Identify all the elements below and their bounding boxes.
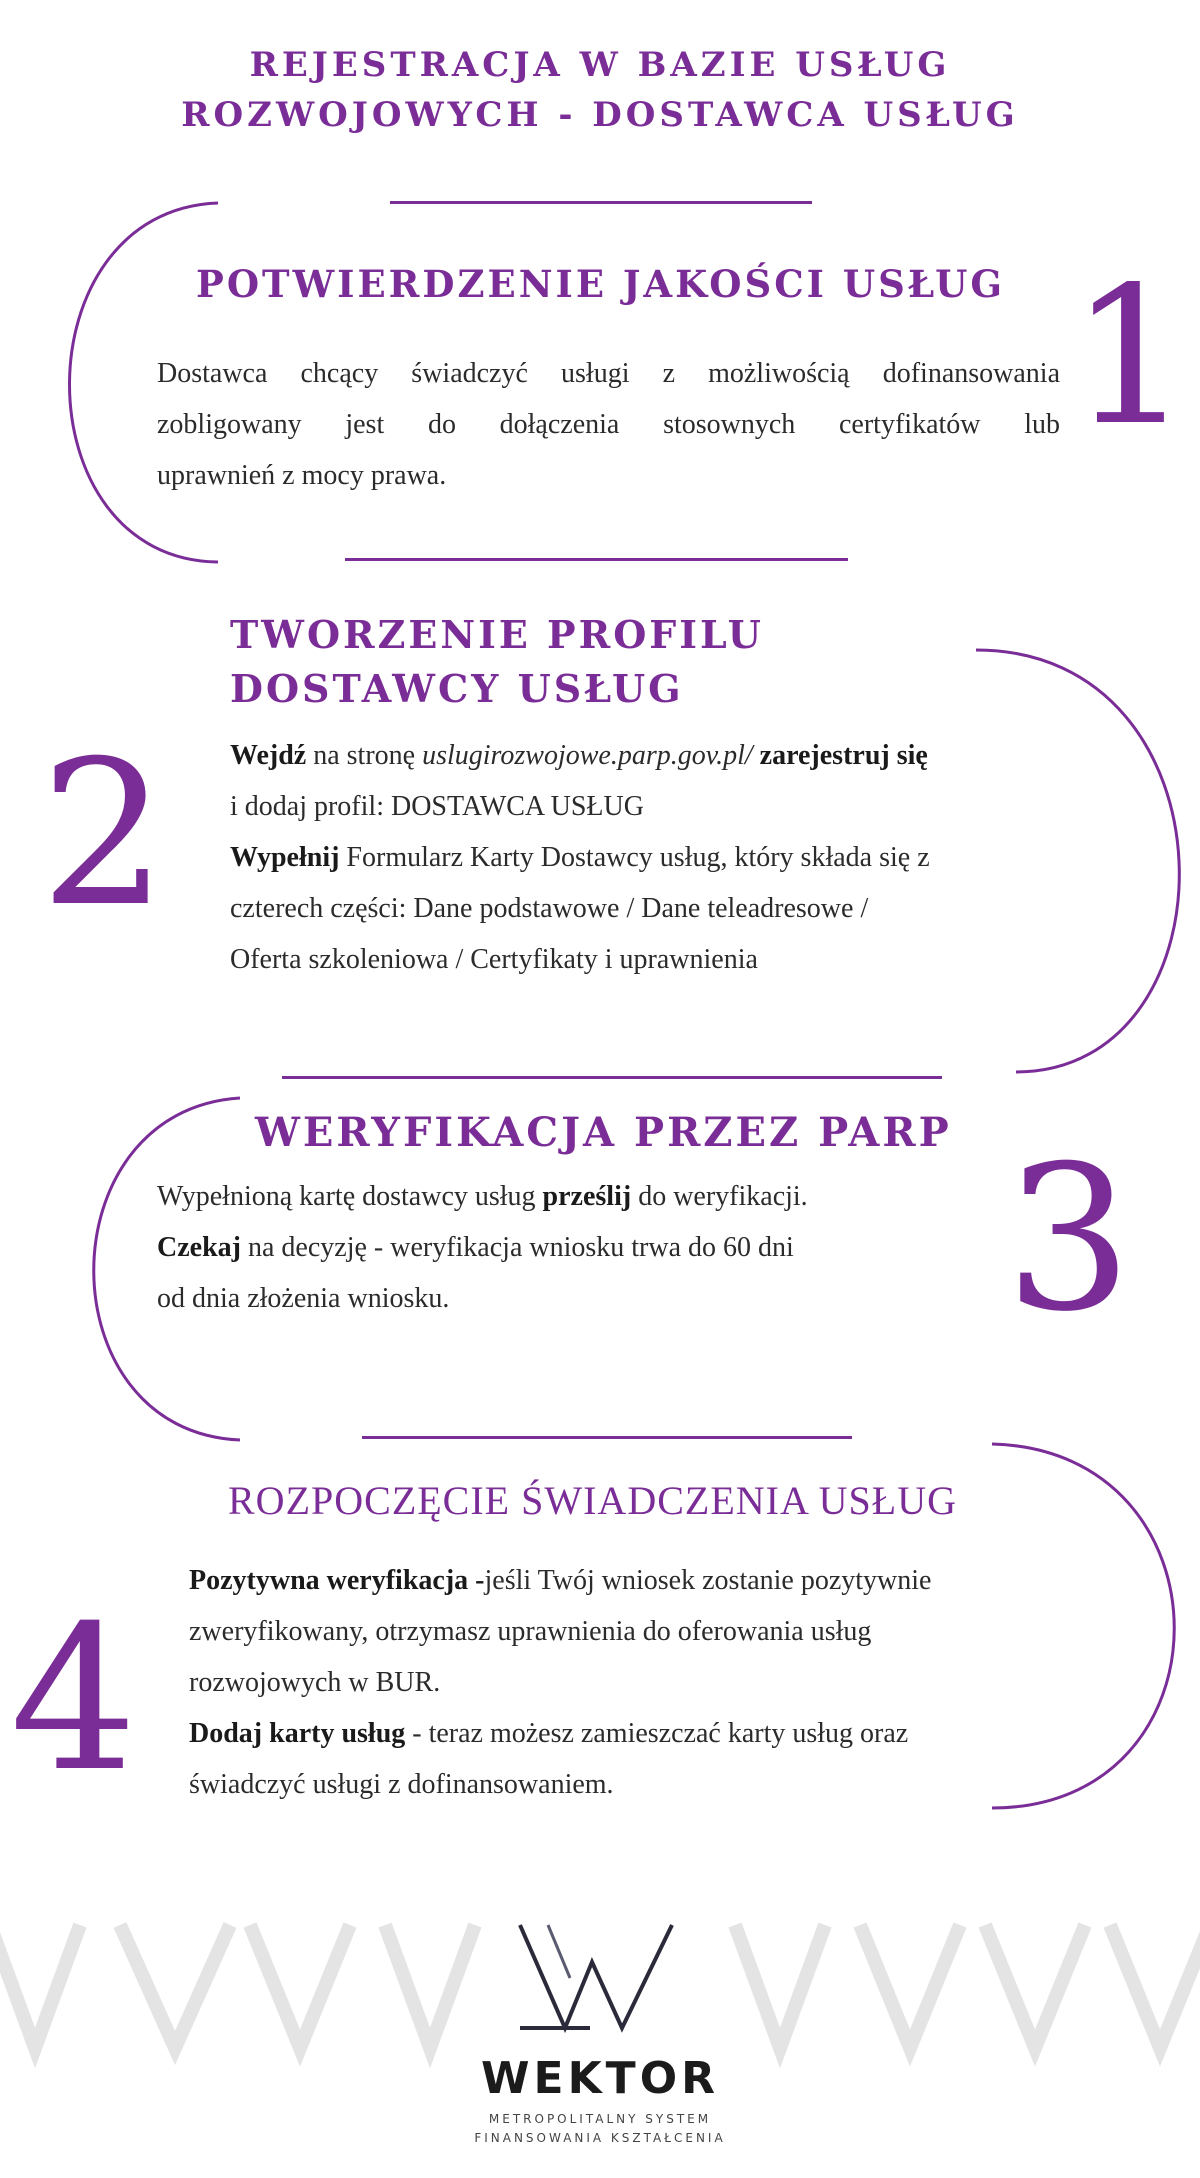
divider-rule — [282, 1076, 942, 1079]
step-1-body: Dostawca chcący świadczyć usługi z możliwością dofinansowania zobligowany jest do dołączenia stosownych certyfikatów lub uprawnień z mocy prawa. — [157, 358, 1060, 491]
divider-rule — [362, 1436, 852, 1439]
divider-rule — [390, 201, 812, 204]
title-line-2: ROZWOJOWYCH - DOSTAWCA USŁUG — [181, 95, 1019, 135]
step-1-number: 1 — [1070, 246, 1187, 467]
logo-subtitle-2: FINANSOWANIA KSZTAŁCENIA — [474, 2131, 726, 2145]
step-4-body: Pozytywna weryfikacja -jeśli Twój wniosek zostanie pozytywnie zweryfikowany, otrzymasz uprawnienia do oferowania usług rozwojowych w BUR. Dodaj karty usług - teraz możesz zamieszczać karty usług oraz świadczyć usługi z dofinansowaniem. — [189, 1565, 932, 1800]
page-title — [0, 40, 1200, 140]
step-4-heading: ROZPOCZĘCIE ŚWIADCZENIA USŁUG — [228, 1478, 957, 1523]
logo-subtitle-1: METROPOLITALNY SYSTEM — [488, 2112, 712, 2126]
step-3-body: Wypełnioną kartę dostawcy usług prześlij do weryfikacji. Czekaj na decyzję - weryfikacja wniosku trwa do 60 dni od dnia złożenia wniosku. — [157, 1181, 808, 1314]
website-link[interactable]: uslugirozwojowe.parp.gov.pl/ — [422, 740, 753, 771]
wektor-logo-name: WEKTOR — [481, 2053, 719, 2104]
step-2-body: Wejdź na stronę uslugirozwojowe.parp.gov.pl/ zarejestruj się i dodaj profil: DOSTAWCA USŁUG Wypełnij Formularz Karty Dostawcy usług, który składa się z czterech części: Dane podstawowe / Dane teleadresowe / Oferta szkoleniowa / Certyfikaty i uprawnienia — [230, 740, 930, 975]
title-line-1: REJESTRACJA W BAZIE USŁUG — [249, 45, 951, 85]
step-3-heading: WERYFIKACJA PRZEZ PARP — [255, 1109, 952, 1156]
step-2-heading: TWORZENIE PROFILU DOSTAWCY USŁUG — [230, 612, 764, 711]
step-3-number: 3 — [1005, 1123, 1129, 1356]
divider-rule — [345, 558, 848, 561]
watermark-pattern — [0, 1925, 1200, 2048]
step-4-number: 4 — [10, 1583, 134, 1816]
step-1-heading: POTWIERDZENIE JAKOŚCI USŁUG — [196, 262, 1005, 306]
step-2-number: 2 — [40, 718, 164, 951]
wektor-logo-icon — [520, 1925, 672, 2028]
